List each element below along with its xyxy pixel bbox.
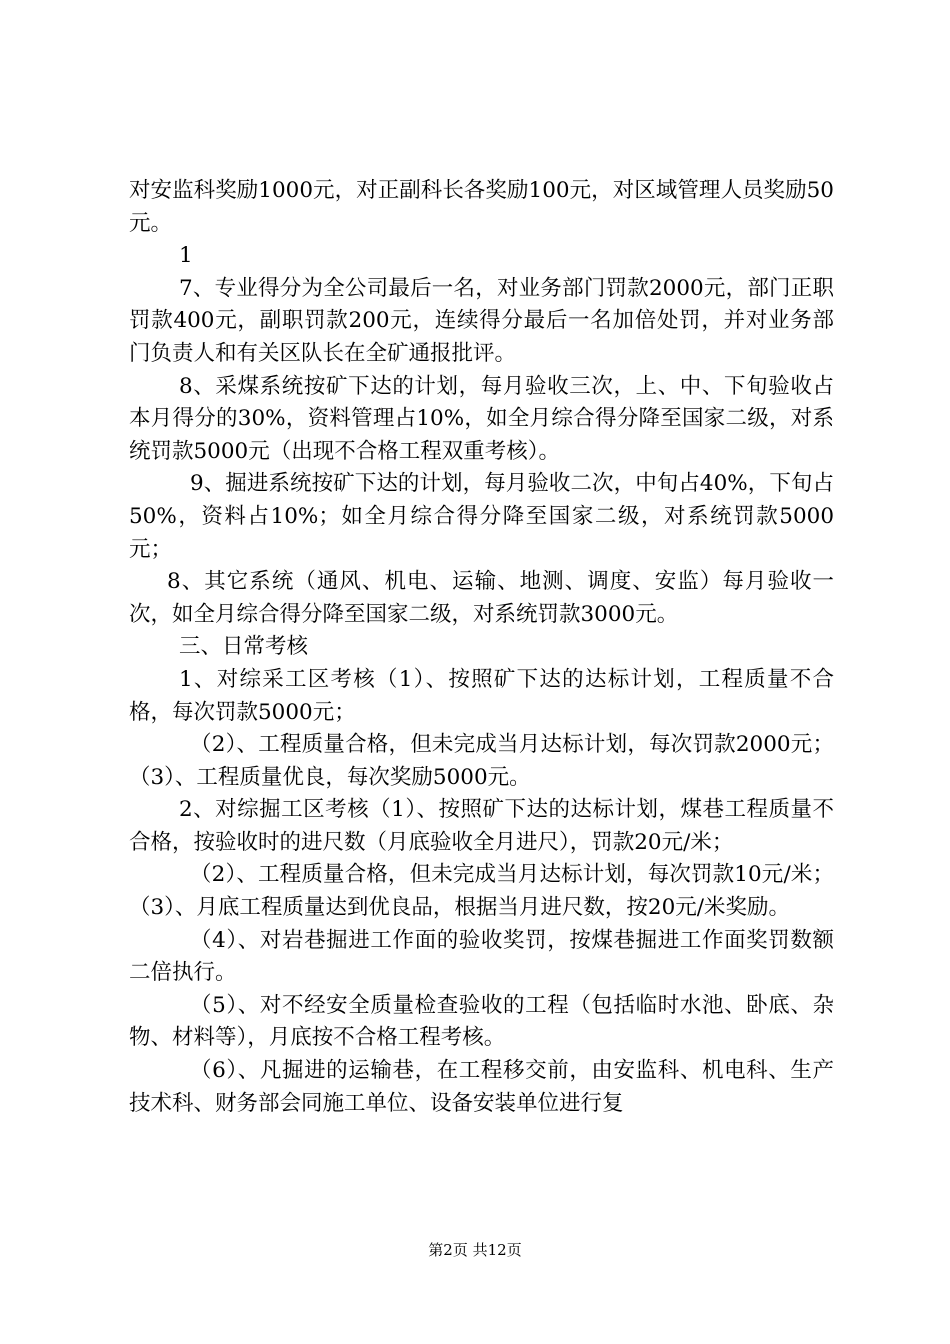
paragraph-mining-subitems: （2）、工程质量合格，但未完成当月达标计划，每次罚款2000元；（3）、工程质量优良，每次奖励5000元。: [129, 732, 834, 790]
paragraph-fully-mechanized-excavation: 2、对综掘工区考核（1）、按照矿下达的达标计划，煤巷工程质量不合格，按验收时的进尺数（月底验收全月进尺），罚款20元/米；: [129, 797, 834, 855]
document-body: [129, 175, 834, 1120]
paragraph-number-1: 1: [179, 243, 193, 269]
paragraph-item-8-other-systems: 8、其它系统（通风、机电、运输、地测、调度、安监）每月验收一次，如全月综合得分降至国家二级，对系统罚款3000元。: [129, 569, 834, 627]
paragraph-excavation-subitems: （2）、工程质量合格，但未完成当月达标计划，每次罚款10元/米；（3）、月底工程质量达到优良品，根据当月进尺数，按20元/米奖励。: [129, 862, 834, 921]
page-footer: 第2页 共12页: [428, 1241, 522, 1259]
paragraph-fully-mechanized-mining: 1、对综采工区考核（1）、按照矿下达的达标计划，工程质量不合格，每次罚款5000元；: [129, 666, 834, 725]
section-heading-daily-assessment: 三、日常考核: [179, 634, 309, 660]
paragraph-reward-continuation: 对安监科奖励1000元，对正副科长各奖励100元，对区域管理人员奖励50元。: [129, 178, 834, 236]
paragraph-item-9-excavation: 9、掘进系统按矿下达的计划，每月验收二次，中旬占40%，下旬占50%，资料占10%；如全月综合得分降至国家二级，对系统罚款5000元；: [129, 471, 834, 562]
paragraph-item-7: 7、专业得分为全公司最后一名，对业务部门罚款2000元，部门正职罚款400元，副职罚款200元，连续得分最后一名加倍处罚，并对业务部门负责人和有关区队长在全矿通报批评。: [129, 275, 834, 366]
paragraph-rock-roadway: （4）、对岩巷掘进工作面的验收奖罚，按煤巷掘进工作面奖罚数额二倍执行。: [129, 927, 834, 986]
paragraph-unchecked-works: （5）、对不经安全质量检查验收的工程（包括临时水池、卧底、杂物、材料等），月底按不合格工程考核。: [129, 992, 834, 1051]
paragraph-item-8-mining: 8、采煤系统按矿下达的计划，每月验收三次，上、中、下旬验收占本月得分的30%，资料管理占10%，如全月综合得分降至国家二级，对系统罚款5000元（出现不合格工程双重考核）。: [129, 373, 834, 464]
paragraph-transport-roadway: （6）、凡掘进的运输巷，在工程移交前，由安监科、机电科、生产技术科、财务部会同施工单位、设备安装单位进行复: [129, 1058, 834, 1116]
